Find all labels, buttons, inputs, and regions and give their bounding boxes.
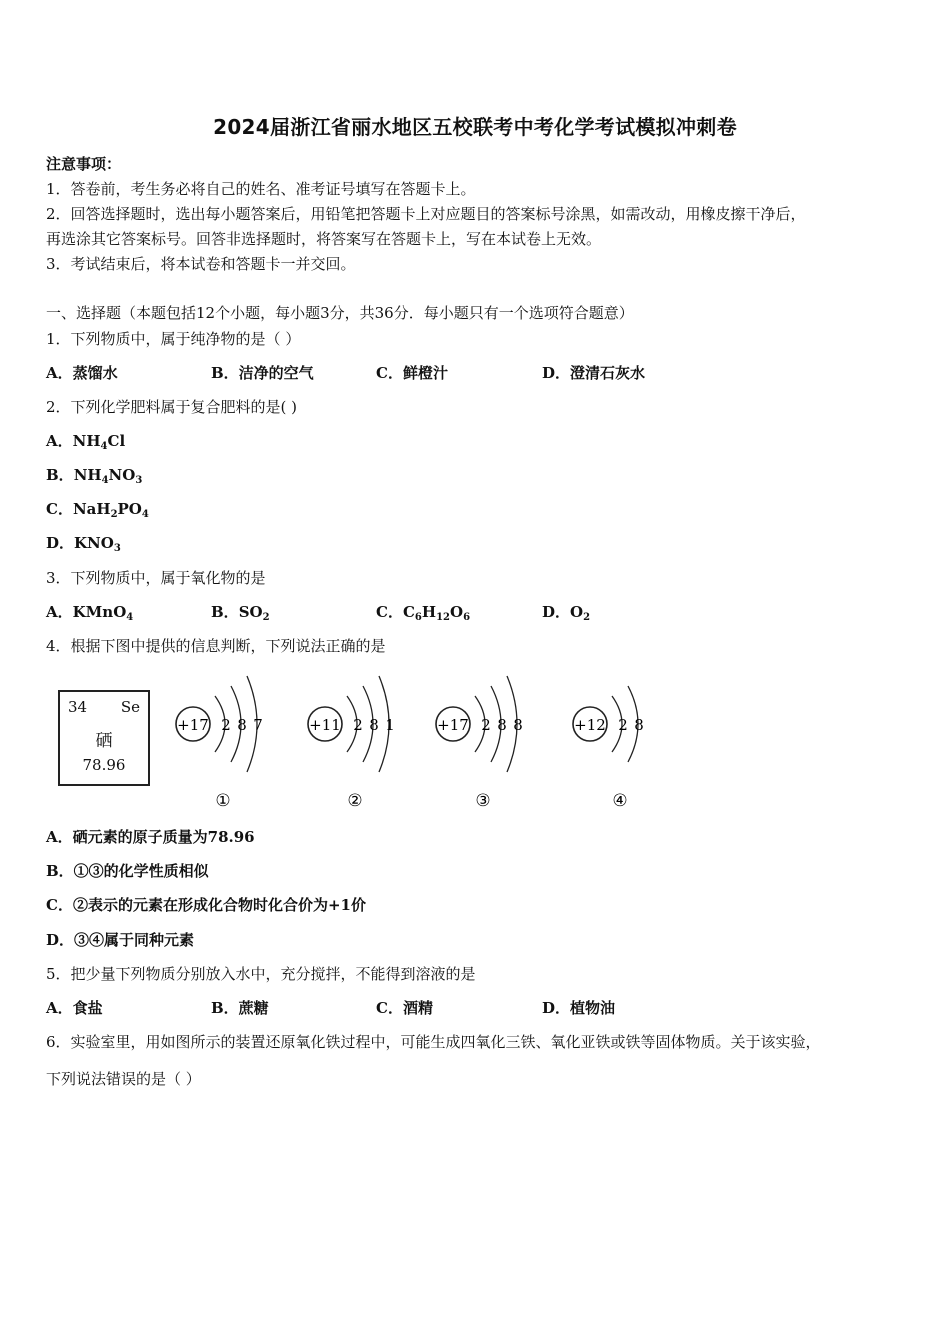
atom-diagram-label: ③ xyxy=(475,791,491,811)
q4-option-d: D．③④属于同种元素 xyxy=(46,931,195,949)
notice-item: 2．回答选择题时，选出每小题答案后，用铅笔把答题卡上对应题目的答案标号涂黑，如需改动，用橡皮擦干净后， xyxy=(46,205,806,223)
shell-electron-count: 2 xyxy=(481,716,491,734)
nucleus-charge: +17 xyxy=(177,716,209,734)
shell-electron-count: 8 xyxy=(497,716,507,734)
atom-diagram-label: ① xyxy=(215,791,231,811)
q2-option-b: B．$NH_4NO_3$ xyxy=(46,466,143,486)
shell-electron-count: 2 xyxy=(353,716,363,734)
element-symbol: Se xyxy=(120,698,140,716)
notice-item: 再选涂其它答案标号。回答非选择题时，将答案写在答题卡上，写在本试卷上无效。 xyxy=(46,230,602,248)
q5-option-b: B．蔗糖 xyxy=(211,999,269,1017)
shell-electron-count: 8 xyxy=(369,716,379,734)
q2-option-c: C．$NaH_2PO_4$ xyxy=(46,500,149,520)
shell-electron-count: 8 xyxy=(634,716,644,734)
q3-option-a: A．KMnO$_4$ xyxy=(46,603,134,623)
question-5-stem: 5．把少量下列物质分别放入水中，充分搅拌，不能得到溶液的是 xyxy=(46,965,476,983)
nucleus-charge: +17 xyxy=(437,716,469,734)
q5-option-a: A．食盐 xyxy=(46,999,103,1017)
q3-option-d: D．$O_2$ xyxy=(542,603,591,623)
q2-option-d: D．$KNO_3$ xyxy=(46,534,121,554)
atomic-mass: 78.96 xyxy=(82,756,126,774)
atom-structure-diagrams xyxy=(0,660,950,820)
notice-item: 1．答卷前，考生务必将自己的姓名、准考证号填写在答题卡上。 xyxy=(46,180,476,198)
question-6-stem: 6．实验室里，用如图所示的装置还原氧化铁过程中，可能生成四氧化三铁、氧化亚铁或铁等固体物质。关于该实验， xyxy=(46,1033,821,1051)
notice-item: 3．考试结束后，将本试卷和答题卡一并交回。 xyxy=(46,255,356,273)
nucleus-charge: +11 xyxy=(309,716,341,734)
q4-option-b: B．①③的化学性质相似 xyxy=(46,862,209,880)
shell-electron-count: 8 xyxy=(237,716,247,734)
atom-diagram-label: ② xyxy=(347,791,363,811)
q4-option-a: A．硒元素的原子质量为78.96 xyxy=(46,828,255,846)
shell-electron-count: 2 xyxy=(618,716,628,734)
element-name: 硒 xyxy=(95,731,113,751)
page-title: 2024届浙江省丽水地区五校联考中考化学考试模拟冲刺卷 xyxy=(213,115,737,139)
q1-option-d: D．澄清石灰水 xyxy=(542,364,646,382)
q5-option-d: D．植物油 xyxy=(542,999,616,1017)
question-3-stem: 3．下列物质中，属于氧化物的是 xyxy=(46,569,266,587)
question-1-stem: 1．下列物质中，属于纯净物的是（ ） xyxy=(46,330,301,348)
question-6-stem-cont: 下列说法错误的是（ ） xyxy=(46,1070,201,1088)
shell-electron-count: 1 xyxy=(385,716,395,734)
q5-option-c: C．酒精 xyxy=(376,999,433,1017)
notice-heading: 注意事项： xyxy=(46,155,122,173)
shell-electron-count: 7 xyxy=(253,716,263,734)
q2-option-a: A．$NH_4Cl$ xyxy=(46,432,126,452)
q4-option-c: C．②表示的元素在形成化合物时化合价为+1价 xyxy=(46,896,366,914)
shell-electron-count: 8 xyxy=(513,716,523,734)
q1-option-b: B．洁净的空气 xyxy=(211,364,314,382)
q3-option-b: B．$SO_2$ xyxy=(211,603,270,623)
shell-electron-count: 2 xyxy=(221,716,231,734)
question-2-stem: 2．下列化学肥料属于复合肥料的是( ) xyxy=(46,398,298,416)
atom-diagram-label: ④ xyxy=(612,791,628,811)
q3-option-c: C．$C_6H_{12}O_6$ xyxy=(376,603,471,623)
q1-option-a: A．蒸馏水 xyxy=(46,364,118,382)
question-4-stem: 4．根据下图中提供的信息判断，下列说法正确的是 xyxy=(46,637,386,655)
section-heading: 一、选择题（本题包括12个小题，每小题3分，共36分．每小题只有一个选项符合题意） xyxy=(46,304,634,322)
q1-option-c: C．鲜橙汁 xyxy=(376,364,448,382)
nucleus-charge: +12 xyxy=(574,716,606,734)
atomic-number: 34 xyxy=(68,698,88,716)
